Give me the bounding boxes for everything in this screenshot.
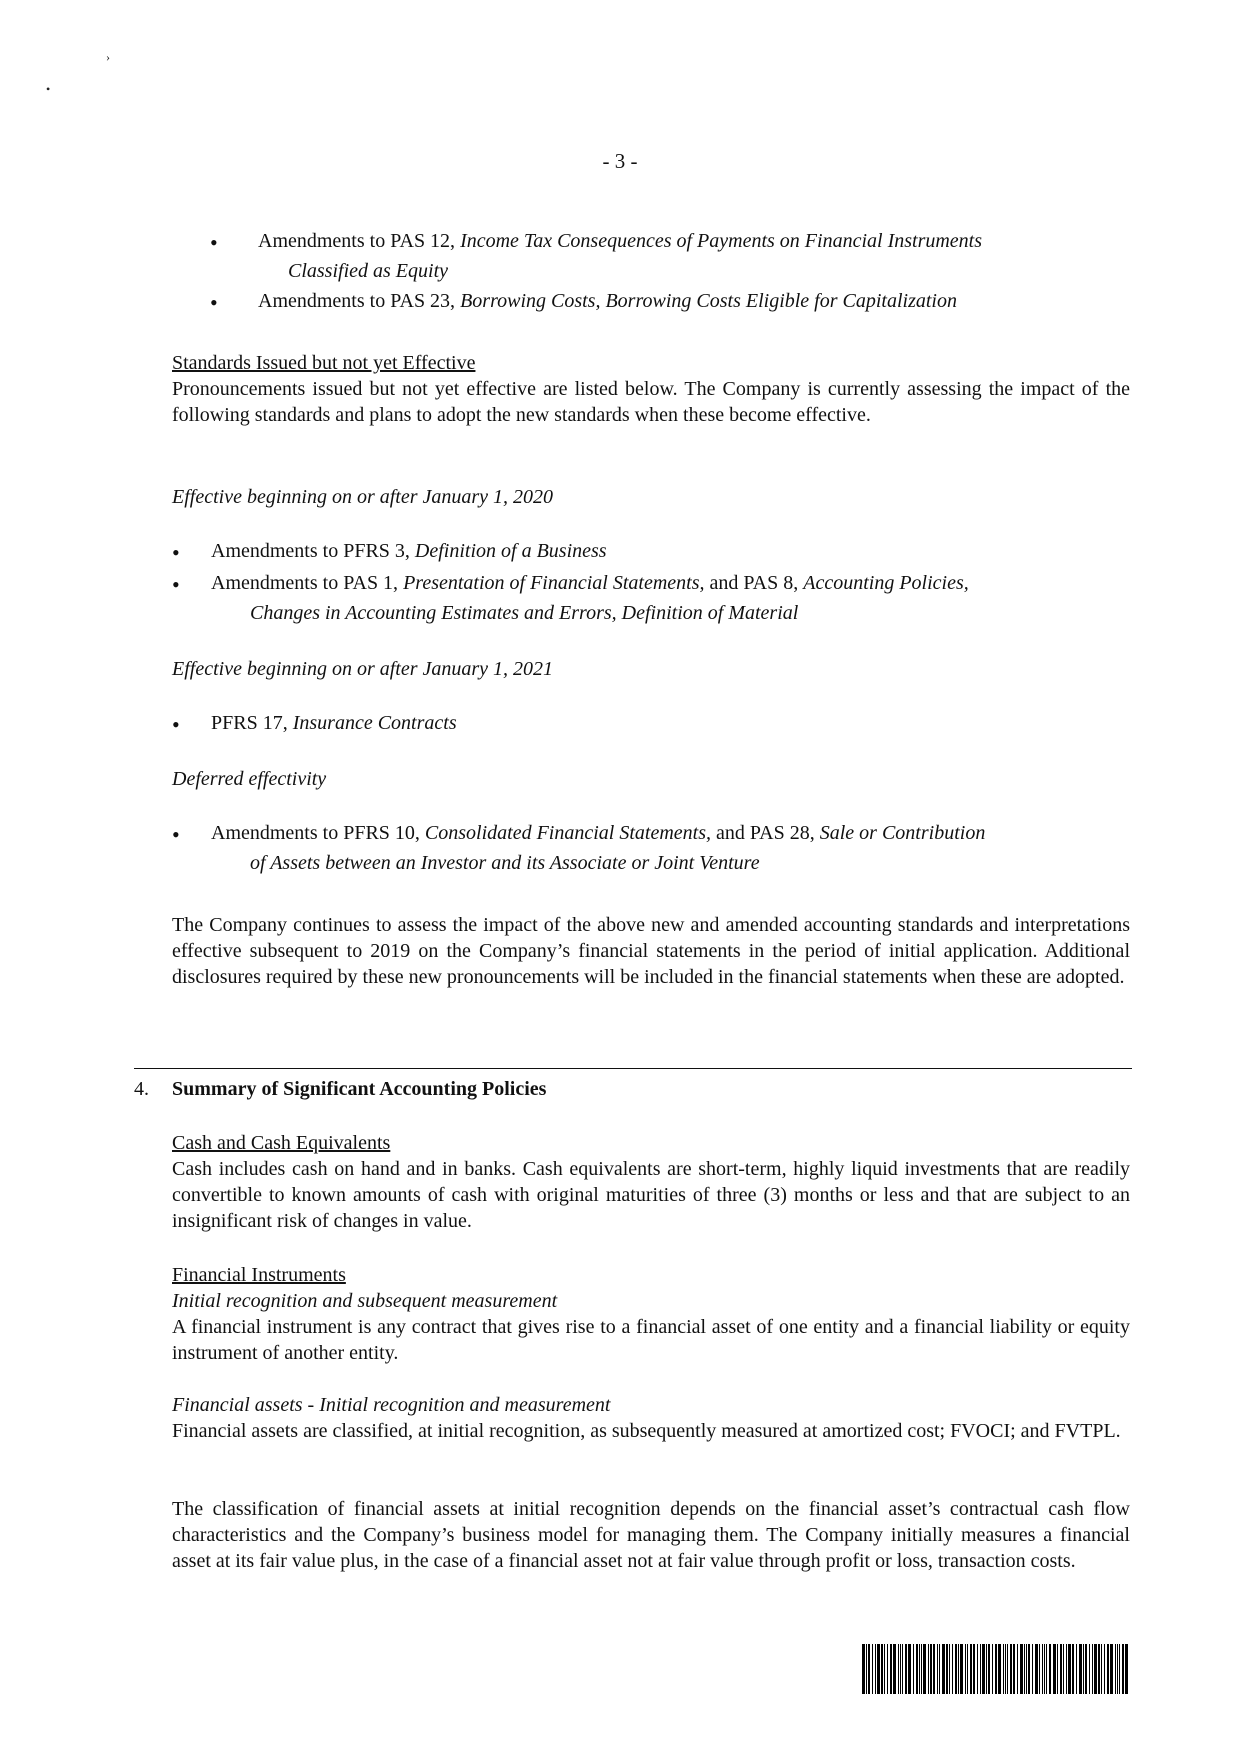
- amendment-mid: and PAS 28,: [711, 822, 820, 844]
- amendment-mid: and PAS 8,: [704, 572, 804, 594]
- effective-2021-heading: Effective beginning on or after January 1, 2021: [172, 658, 554, 680]
- barcode-bar: [872, 1644, 873, 1694]
- barcode-bar: [928, 1644, 929, 1694]
- barcode-bar: [1028, 1644, 1030, 1694]
- barcode-bar: [923, 1644, 926, 1694]
- barcode-bar: [939, 1644, 940, 1694]
- barcode-bar: [1053, 1644, 1056, 1694]
- list-item: [258, 228, 1138, 254]
- barcode-bar: [877, 1644, 880, 1694]
- standard-title: Consolidated Financial Statements,: [424, 822, 712, 844]
- barcode-bar: [1125, 1644, 1128, 1694]
- standard-title-continued: of Assets between an Investor and its Associate or Joint Venture: [250, 852, 760, 874]
- bullet: •: [210, 290, 218, 315]
- section-title: Summary of Significant Accounting Policies: [172, 1078, 547, 1100]
- barcode-bar: [890, 1644, 892, 1694]
- amendment-prefix: Amendments to PFRS 10,: [211, 822, 425, 844]
- barcode-bar: [1107, 1644, 1109, 1694]
- barcode-bar: [965, 1644, 966, 1694]
- barcode-bar: [1044, 1644, 1045, 1694]
- barcode-bar: [1079, 1644, 1082, 1694]
- standard-title: Income Tax Consequences of Payments on Financial Instruments: [460, 230, 983, 252]
- financial-instruments-heading: Financial Instruments: [172, 1264, 346, 1286]
- barcode-bar: [1007, 1644, 1008, 1694]
- barcode-bar: [1072, 1644, 1074, 1694]
- barcode-bar: [933, 1644, 935, 1694]
- barcode-bar: [937, 1644, 938, 1694]
- barcode-bar: [902, 1644, 903, 1694]
- barcode-bar: [1057, 1644, 1058, 1694]
- barcode-bar: [900, 1644, 901, 1694]
- bullet: •: [172, 540, 180, 565]
- barcode-bar: [1076, 1644, 1077, 1694]
- list-item: [211, 538, 1131, 564]
- barcode-bar: [1005, 1644, 1006, 1694]
- financial-instrument-paragraph: A financial instrument is any contract that gives rise to a financial asset of one entity and a financial liability or equity instrument of another entity.: [172, 1316, 1130, 1364]
- bullet: •: [172, 712, 180, 737]
- standard-title: Borrowing Costs, Borrowing Costs Eligible for Capitalization: [460, 290, 957, 312]
- barcode-bar: [1068, 1644, 1071, 1694]
- barcode-bar: [952, 1644, 953, 1694]
- barcode-bar: [916, 1644, 918, 1694]
- barcode-bar: [1013, 1644, 1015, 1694]
- barcode-bar: [1085, 1644, 1087, 1694]
- barcode-bar: [881, 1644, 883, 1694]
- standard-prefix: PFRS 17,: [211, 712, 293, 734]
- barcode-bar: [1110, 1644, 1113, 1694]
- barcode-bar: [913, 1644, 914, 1694]
- barcode-bar: [1098, 1644, 1100, 1694]
- barcode-bar: [866, 1644, 867, 1694]
- barcode-bar: [1049, 1644, 1051, 1694]
- barcode-bar: [1089, 1644, 1090, 1694]
- scan-mark: •: [46, 82, 51, 96]
- standard-title: Sale or Contribution: [819, 822, 986, 844]
- barcode-bar: [973, 1644, 975, 1694]
- barcode-bar: [1104, 1644, 1105, 1694]
- barcode-bar: [921, 1644, 922, 1694]
- barcode-bar: [919, 1644, 920, 1694]
- effective-2020-heading: Effective beginning on or after January 1, 2020: [172, 486, 554, 508]
- barcode-bar: [1094, 1644, 1097, 1694]
- barcode-bar: [960, 1644, 963, 1694]
- list-item: [258, 288, 1138, 314]
- barcode-bar: [1101, 1644, 1102, 1694]
- barcode-bar: [995, 1644, 997, 1694]
- deferred-heading: Deferred effectivity: [172, 768, 327, 790]
- barcode-bar: [1020, 1644, 1023, 1694]
- barcode-bar: [1083, 1644, 1084, 1694]
- barcode-bar: [908, 1644, 911, 1694]
- cash-paragraph: Cash includes cash on hand and in banks. Cash equivalents are short-term, highly liquid investments that are readily convertible to known amounts of cash with original maturities of three (3) months or less and that are subject to an insignificant risk of changes in value.: [172, 1158, 1130, 1232]
- standard-title: Definition of a Business: [414, 540, 607, 562]
- barcode-bar: [958, 1644, 959, 1694]
- standard-title: Accounting Policies,: [803, 572, 969, 594]
- barcode-bar: [868, 1644, 870, 1694]
- barcode-bar: [875, 1644, 876, 1694]
- barcode-bar: [1060, 1644, 1062, 1694]
- financial-assets-subheading: Financial assets - Initial recognition and measurement: [172, 1394, 611, 1416]
- barcode-bar: [1063, 1644, 1064, 1694]
- barcode-bar: [893, 1644, 896, 1694]
- barcode-bar: [1092, 1644, 1093, 1694]
- barcode-bar: [1032, 1644, 1033, 1694]
- bullet: •: [172, 822, 180, 847]
- section-number: 4.: [134, 1078, 149, 1100]
- barcode-bar: [992, 1644, 993, 1694]
- barcode-bar: [1042, 1644, 1043, 1694]
- barcode-bar: [884, 1644, 885, 1694]
- barcode-bar: [1046, 1644, 1047, 1694]
- barcode-bar: [1115, 1644, 1116, 1694]
- barcode-bar: [946, 1644, 948, 1694]
- standard-title: Insurance Contracts: [292, 712, 457, 734]
- barcode-bar: [942, 1644, 945, 1694]
- barcode-bar: [967, 1644, 968, 1694]
- classification-paragraph: The classification of financial assets at initial recognition depends on the financial asset’s contractual cash flow characteristics and the Company’s business model for managing them. The Company initially measures a financial asset at its fair value plus, in the case of a financial asset not at fair value through profit or loss, transaction costs.: [172, 1498, 1130, 1572]
- barcode-bar: [986, 1644, 987, 1694]
- barcode-bar: [1066, 1644, 1067, 1694]
- standard-title-continued: Classified as Equity: [288, 260, 448, 282]
- amendment-prefix: Amendments to PAS 12,: [258, 230, 461, 252]
- barcode-bar: [887, 1644, 888, 1694]
- barcode-bar: [998, 1644, 1001, 1694]
- barcode-bar: [1017, 1644, 1018, 1694]
- barcode-bar: [1024, 1644, 1025, 1694]
- barcode-bar: [955, 1644, 957, 1694]
- barcode-bar: [930, 1644, 932, 1694]
- list-item: [211, 570, 1131, 596]
- barcode-bar: [982, 1644, 985, 1694]
- barcode-bar: [1010, 1644, 1012, 1694]
- barcode-bar: [970, 1644, 972, 1694]
- barcode-bar: [862, 1644, 865, 1694]
- barcode-bar: [1122, 1644, 1124, 1694]
- bullet: •: [210, 230, 218, 255]
- initial-recognition-subheading: Initial recognition and subsequent measurement: [172, 1290, 558, 1312]
- barcode-bar: [1117, 1644, 1118, 1694]
- amendment-prefix: Amendments to PAS 23,: [258, 290, 461, 312]
- section-heading-standards: Standards Issued but not yet Effective: [172, 352, 476, 374]
- barcode-bar: [988, 1644, 990, 1694]
- barcode-bar: [1003, 1644, 1004, 1694]
- standard-title-continued: Changes in Accounting Estimates and Errors, Definition of Material: [250, 602, 799, 624]
- section-divider: [134, 1068, 1132, 1069]
- scan-mark: ›: [106, 50, 110, 64]
- financial-assets-paragraph: Financial assets are classified, at initial recognition, as subsequently measured at amortized cost; FVOCI; and FVTPL.: [172, 1420, 1121, 1442]
- barcode-bar: [905, 1644, 907, 1694]
- barcode-bar: [1035, 1644, 1038, 1694]
- barcode-bar: [898, 1644, 899, 1694]
- barcode-bar: [949, 1644, 950, 1694]
- barcode-bar: [1026, 1644, 1027, 1694]
- barcode-bar: [1119, 1644, 1120, 1694]
- barcode-bar: [980, 1644, 981, 1694]
- standards-intro: Pronouncements issued but not yet effective are listed below. The Company is currently assessing the impact of the following standards and plans to adopt the new standards when these become effective.: [172, 378, 1130, 426]
- standard-title: Presentation of Financial Statements,: [403, 572, 705, 594]
- closing-paragraph: The Company continues to assess the impact of the above new and amended accounting standards and interpretations effective subsequent to 2019 on the Company’s financial statements in the period of initial application. Additional disclosures required by these new pronouncements will be included in the financial statements when these are adopted.: [172, 914, 1130, 988]
- barcode-image: [862, 1644, 1130, 1694]
- cash-heading: Cash and Cash Equivalents: [172, 1132, 391, 1154]
- list-item: [211, 820, 1131, 846]
- barcode-bar: [1039, 1644, 1041, 1694]
- amendment-prefix: Amendments to PFRS 3,: [211, 540, 415, 562]
- amendment-prefix: Amendments to PAS 1,: [211, 572, 404, 594]
- list-item: [211, 710, 1131, 736]
- page-number: - 3 -: [602, 149, 638, 173]
- barcode-bar: [977, 1644, 978, 1694]
- bullet: •: [172, 572, 180, 597]
